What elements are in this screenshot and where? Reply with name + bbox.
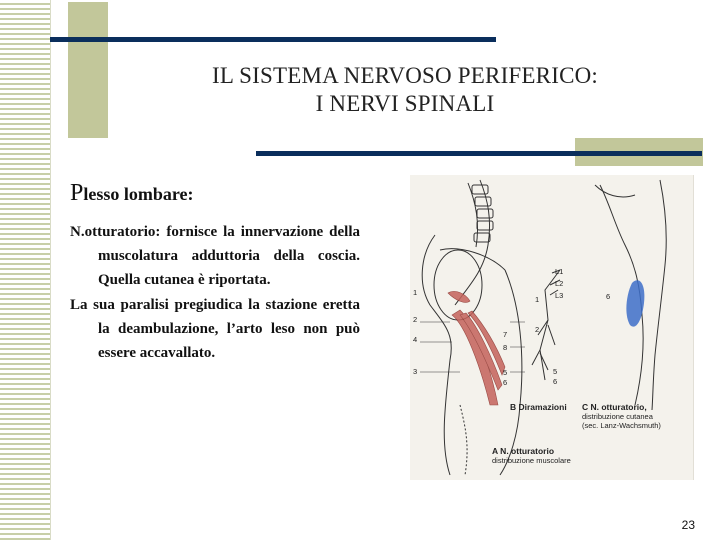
caption-c [582, 403, 661, 430]
fig-label-3: 3 [413, 367, 418, 376]
fig-label-1: 1 [413, 288, 418, 297]
branch-label-1: 1 [535, 295, 540, 304]
leg-silhouette-back [652, 180, 666, 410]
caption-a-head: A N. otturatorio [492, 446, 555, 456]
section-heading [70, 180, 194, 207]
leg-outline [422, 235, 451, 475]
fig-label-4: 4 [413, 335, 418, 344]
title-line-1: IL SISTEMA NERVOSO PERIFERICO: [211, 63, 599, 88]
caption-b [510, 403, 567, 412]
title-line-2: I NERVI SPINALI [315, 91, 495, 116]
section-heading-rest: lesso lombare: [83, 184, 194, 204]
pelvis-outline [434, 250, 482, 320]
skin-label-6: 6 [606, 292, 611, 301]
paragraph-obturator: N.otturatorio: fornisce la innervazione della muscolatura adduttoria della coscia. Quella cutanea è riportata. [70, 224, 360, 289]
slide-title [110, 62, 700, 118]
caption-a [492, 447, 571, 465]
fig-label-5: 5 [503, 368, 508, 377]
vertebra-label-l2: L2 [555, 279, 564, 288]
page-number: 23 [681, 518, 695, 532]
decorative-stripe [0, 0, 51, 540]
cutaneous-area-patch [626, 280, 644, 326]
fig-label-6: 6 [503, 378, 508, 387]
caption-a-line2: distribuzione muscolare [492, 456, 571, 465]
navy-bar-bottom [256, 151, 702, 156]
section-heading-initial: P [70, 180, 84, 206]
vertebra-label-l3: L3 [555, 291, 564, 300]
branch-label-5: 5 [553, 367, 558, 376]
body-text [70, 220, 360, 365]
olive-accent-top [68, 2, 108, 138]
caption-c-line2: distribuzione cutanea [582, 412, 653, 421]
anatomy-figure [410, 175, 694, 480]
fig-label-2: 2 [413, 315, 418, 324]
branch-label-6: 6 [553, 377, 558, 386]
fig-label-8: 8 [503, 343, 508, 352]
paragraph-paralysis: La sua paralisi pregiudica la stazione eretta la deambulazione, l’arto leso non può essere accavallato. [70, 296, 360, 362]
caption-c-line3: (sec. Lanz-Wachsmuth) [582, 421, 661, 430]
adductor-muscles [448, 291, 508, 405]
anatomy-illustration [410, 175, 693, 480]
fig-label-7: 7 [503, 330, 508, 339]
caption-b-text: B Diramazioni [510, 402, 567, 412]
vertebra-label-l1: L1 [555, 267, 564, 276]
branch-label-2: 2 [535, 325, 540, 334]
navy-bar-top [50, 37, 496, 42]
caption-c-head: C N. otturatorio, [582, 402, 647, 412]
